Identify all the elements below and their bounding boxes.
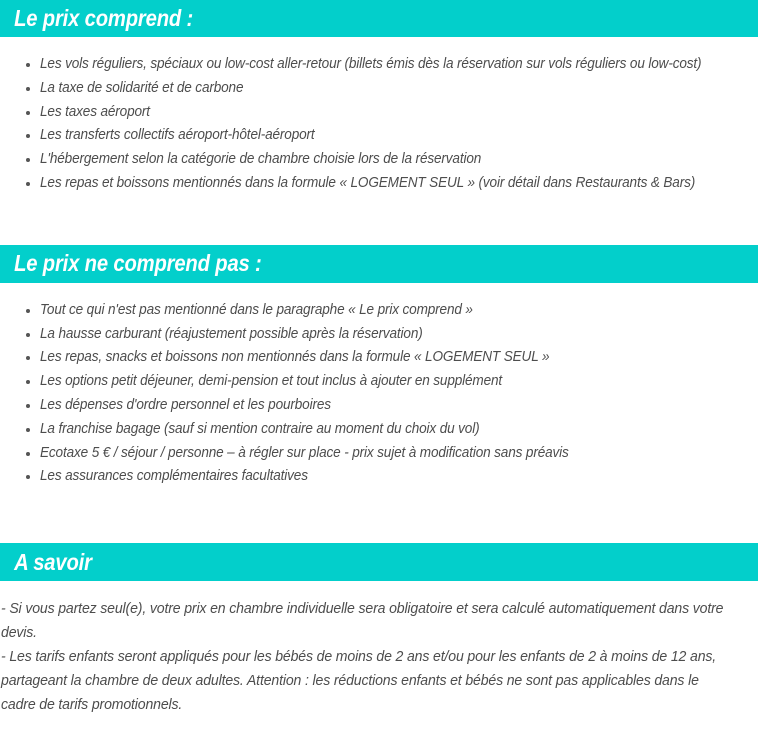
note-paragraph: - Si vous partez seul(e), votre prix en chambre individuelle sera obligatoire et sera calculé automatiquement dans votre devis.	[1, 601, 724, 642]
list-item	[0, 53, 758, 77]
list-item	[0, 418, 758, 442]
list-item-text: Les transferts collectifs aéroport-hôtel-aéroport	[40, 127, 315, 144]
section-header-included	[0, 0, 758, 37]
list-item-text: Les vols réguliers, spéciaux ou low-cost aller-retour (billets émis dès la réservation sur vols réguliers ou low-cost)	[40, 56, 702, 72]
good-to-know-notes	[0, 597, 758, 717]
list-item	[0, 172, 758, 196]
note-paragraph: - Les tarifs enfants seront appliqués pour les bébés de moins de 2 ans et/ou pour les enfants de 2 à moins de 12 ans, partageant la chambre de deux adultes. Attention : les réductions enfants et bébés ne sont pas applicables dans le cadre de tarifs promotionnels.	[1, 649, 717, 714]
list-item-text: L'hébergement selon la catégorie de chambre choisie lors de la réservation	[40, 151, 482, 168]
list-item-text: Les assurances complémentaires facultatives	[40, 468, 308, 485]
list-item-text: Les dépenses d'ordre personnel et les pourboires	[40, 396, 331, 413]
list-item	[0, 101, 758, 125]
list-item-text: Les options petit déjeuner, demi-pension et tout inclus à ajouter en supplément	[40, 373, 503, 390]
list-item	[0, 124, 758, 148]
not-included-list	[0, 299, 758, 489]
list-item	[0, 394, 758, 418]
list-item-text: La franchise bagage (sauf si mention contraire au moment du choix du vol)	[40, 420, 480, 437]
list-item	[0, 299, 758, 323]
section-title-included: Le prix comprend :	[14, 5, 194, 31]
list-item	[0, 442, 758, 466]
spacer	[0, 283, 758, 299]
list-item	[0, 77, 758, 101]
list-item	[0, 323, 758, 347]
list-item	[0, 370, 758, 394]
section-title-good-to-know: A savoir	[14, 548, 92, 575]
included-list	[0, 53, 758, 196]
list-item	[0, 148, 758, 172]
spacer	[0, 581, 758, 597]
list-item	[0, 465, 758, 489]
section-title-not-included: Le prix ne comprend pas :	[14, 250, 262, 277]
list-item-text: Tout ce qui n'est pas mentionné dans le paragraphe « Le prix comprend »	[40, 301, 473, 318]
list-item-text: Les repas, snacks et boissons non mentionnés dans la formule « LOGEMENT SEUL »	[40, 349, 550, 366]
list-item-text: Ecotaxe 5 € / séjour / personne – à régler sur place - prix sujet à modification sans préavis	[40, 444, 569, 461]
list-item-text: Les repas et boissons mentionnés dans la formule « LOGEMENT SEUL » (voir détail dans Restaurants & Bars)	[40, 174, 696, 191]
spacer	[0, 489, 758, 543]
list-item-text: Les taxes aéroport	[40, 103, 150, 120]
list-item-text: La hausse carburant (réajustement possible après la réservation)	[40, 325, 423, 342]
list-item-text: La taxe de solidarité et de carbone	[40, 79, 244, 96]
list-item	[0, 346, 758, 370]
spacer	[0, 37, 758, 53]
spacer	[0, 196, 758, 245]
section-header-not-included	[0, 245, 758, 283]
section-header-good-to-know	[0, 543, 758, 581]
